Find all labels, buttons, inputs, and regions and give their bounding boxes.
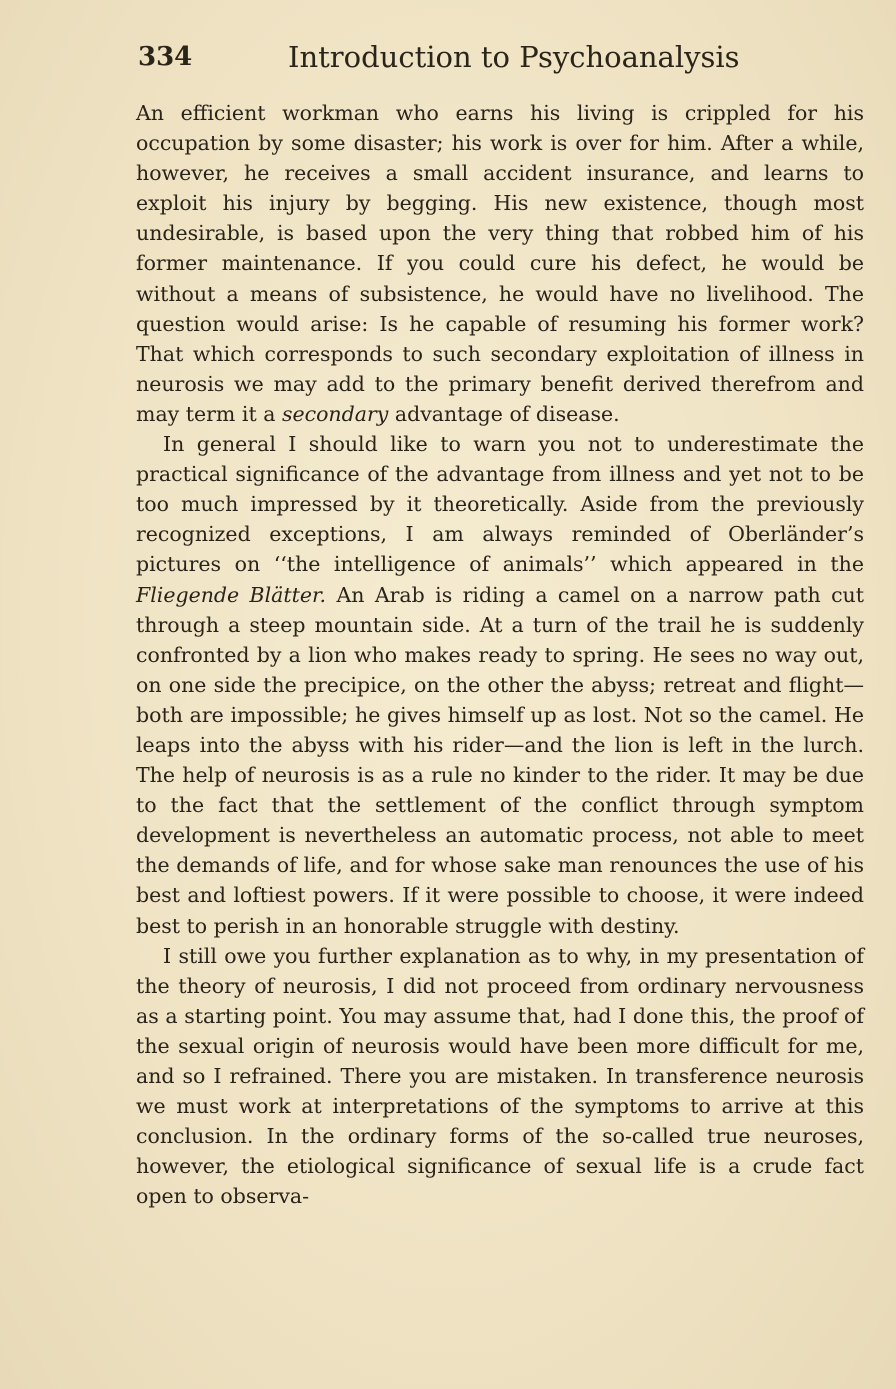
- paragraph-1-text-b: advantage of disease.: [388, 401, 620, 426]
- page-number: 334: [138, 42, 193, 72]
- paragraph-3-text-a: I still owe you further explanation as to why, in my presentation of the theory of neurosis, I did not proceed from ordinary nervousness as a starting point. You may assume that, had I done this, the proof of the sexual origin of neurosis would have been more difficult for me, and so I refrained. There you are mistaken. In transference neurosis we must work at interpretations of the symptoms to arrive at this conclusion. In the ordinary forms of the so-called true neuroses, however, the etiological significance of sexual life is a crude fact open to observa-: [136, 943, 864, 1209]
- paragraph-2-text-a: In general I should like to warn you not to underestimate the practical significance of the advantage from illness and yet not to be too much impressed by it theoretically. Aside from the previously recognized exceptions, I am always reminded of Oberländer’s pictures on ‘‘the intelligence of animals’’ which appeared in the: [136, 432, 864, 577]
- body-text: [136, 98, 864, 1211]
- paragraph-1-text-a: An efficient workman who earns his living is crippled for his occupation by some disaster; his work is over for him. After a while, however, he receives a small accident insurance, and learns to exploit his injury by begging. His new existence, though most undesirable, is based upon the very thing that robbed him of his former maintenance. If you could cure his defect, he would be without a means of subsistence, he would have no livelihood. The question would arise: Is he capable of resuming his former work? That which corresponds to such secondary exploitation of illness in neurosis we may add to the primary benefit derived therefrom and may term it a: [136, 101, 864, 426]
- page-header: [138, 40, 738, 80]
- running-title: Introduction to Psychoanalysis: [288, 40, 740, 74]
- paragraph-2-italic: Fliegende Blätter.: [136, 582, 327, 607]
- paragraph-2-text-b: An Arab is riding a camel on a narrow path cut through a steep mountain side. At a turn of the trail he is suddenly confronted by a lion who makes ready to spring. He sees no way out, on one side the precipice, on the other the abyss; retreat and flight—both are impossible; he gives himself up as lost. Not so the camel. He leaps into the abyss with his rider—and the lion is left in the lurch. The help of neurosis is as a rule no kinder to the rider. It may be due to the fact that the settlement of the conflict through symptom development is nevertheless an automatic process, not able to meet the demands of life, and for whose sake man renounces the use of his best and loftiest powers. If it were possible to choose, it were indeed best to perish in an honorable struggle with destiny.: [136, 582, 865, 938]
- paragraph-2: [136, 429, 864, 941]
- paragraph-3: [136, 941, 864, 1212]
- paragraph-1: [136, 98, 864, 429]
- paragraph-1-italic: secondary: [281, 401, 389, 426]
